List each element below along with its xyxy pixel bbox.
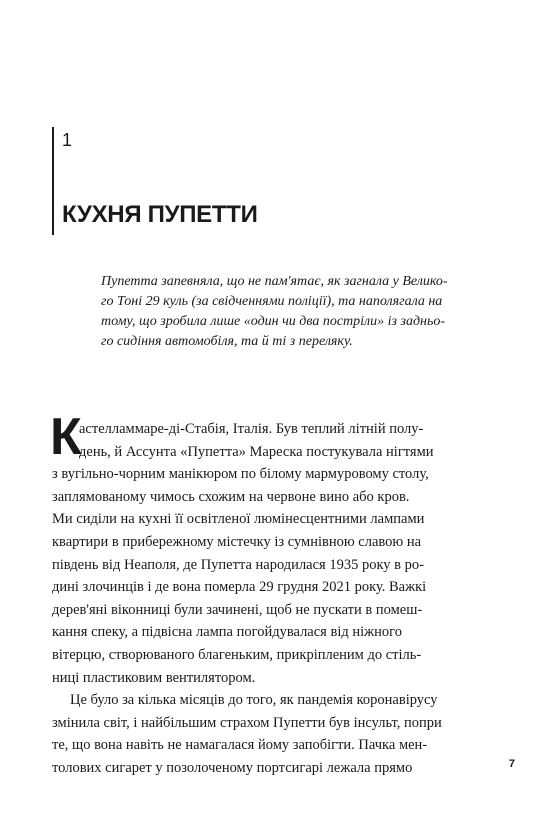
chapter-rule xyxy=(52,127,54,235)
chapter-title: КУХНЯ ПУПЕТТИ xyxy=(62,201,258,228)
body-line: вітерцю, створюваного благеньким, прикріпленим до стіль- xyxy=(52,646,422,663)
body-line: дині злочинців і де вона померла 29 грудня 2021 року. Важкі xyxy=(52,579,427,596)
body-line: заплямованому чимось схожим на червоне вино або кров. xyxy=(52,488,410,505)
chapter-number: 1 xyxy=(62,130,73,150)
epigraph-line: го Тоні 29 куль (за свідченнями поліції), та наполягала на xyxy=(101,294,443,309)
body-line: дерев'яні віконниці були зачинені, щоб не пускати в помеш- xyxy=(52,601,423,618)
drop-cap: К xyxy=(50,408,82,466)
body-line: квартири в прибережному містечку із сумнівною славою на xyxy=(52,533,422,550)
body-line: Ми сиділи на кухні її освітленої люмінесцентними лампами xyxy=(52,511,425,528)
body-line: змінила світ, і найбільшим страхом Пупетти був інсульт, попри xyxy=(52,714,442,731)
body-line: кання спеку, а підвісна лампа погойдувалася від ніжного xyxy=(52,624,403,641)
page-number: 7 xyxy=(508,758,515,770)
epigraph-line: Пупетта запевняла, що не пам'ятає, як загнала у Велико- xyxy=(101,274,448,289)
body-line: з вугільно-чорним манікюром по білому мармуровому столу, xyxy=(52,466,429,483)
body-line: ниці пластиковим вентилятором. xyxy=(52,669,256,686)
body-line: Це було за кілька місяців до того, як пандемія коронавірусу xyxy=(70,692,438,709)
body-line: день, й Ассунта «Пупетта» Мареска постукувала нігтями xyxy=(79,443,434,460)
body-line: південь від Неаполя, де Пупетта народилася 1935 року в ро- xyxy=(52,556,424,573)
body-line: астелламмаре-ді-Стабія, Італія. Був теплий літній полу- xyxy=(79,421,424,437)
epigraph-line: го сидіння автомобіля, та й ті з переляку. xyxy=(101,334,353,349)
epigraph xyxy=(101,272,515,352)
body-line: те, що вона навіть не намагалася йому запобігти. Пачка мен- xyxy=(52,737,428,754)
epigraph-line: тому, що зробила лише «один чи два постріли» із задньо- xyxy=(101,314,446,329)
body-text xyxy=(52,418,515,780)
body-line: толових сигарет у позолоченому портсигарі лежала прямо xyxy=(52,759,413,776)
